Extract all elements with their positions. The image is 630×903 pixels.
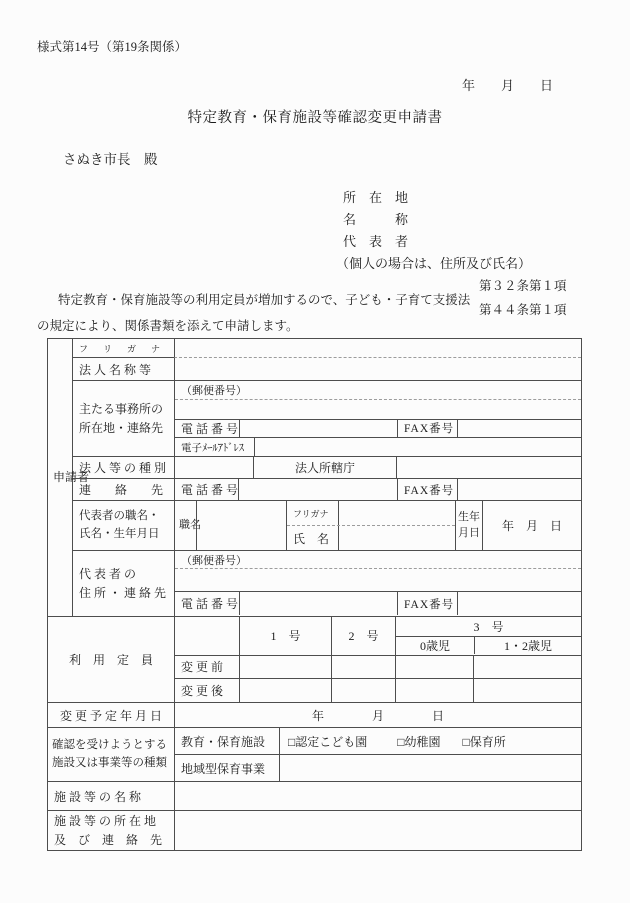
birth-date-label: 生年 月日 (455, 501, 482, 550)
capacity-before-row (175, 655, 581, 679)
office-address-field (175, 400, 581, 419)
body-line-2: の規定により、関係書類を添えて申請します。 (37, 319, 299, 333)
after-label: 変 更 後 (181, 684, 224, 699)
rep-fax-label: FAX番号 (397, 592, 457, 615)
regional-care-label: 地域型保育事業 (181, 761, 266, 776)
applicant-note: （個人の場合は、住所及び氏名） (336, 256, 532, 271)
office-postal-label: （郵便番号） (175, 381, 581, 400)
checkbox-icon-yochien: □ (397, 734, 405, 749)
applicant-name-label: 名 称 (343, 212, 409, 227)
capacity-col-1: 1 号 (239, 617, 331, 655)
authority-field (396, 457, 581, 478)
rep-address-row (73, 550, 581, 616)
before-label: 変 更 前 (181, 660, 224, 675)
rep-furigana-field (338, 501, 455, 525)
job-title-field (196, 501, 286, 550)
corp-name-row (73, 358, 581, 380)
education-care-label: 教育・保育施設 (181, 734, 266, 749)
capacity-after-row (175, 678, 581, 702)
rep-furigana-label: フリガナ (293, 508, 329, 519)
facility-kind-row (48, 727, 581, 781)
facility-address-field (174, 811, 581, 850)
office-email-label: 電子ﾒｰﾙｱﾄﾞﾚｽ (181, 442, 244, 454)
facility-name-row (48, 781, 581, 810)
change-date-row (48, 702, 581, 727)
corp-type-label: 法 人 等 の 種 別 (79, 461, 167, 475)
law-clause-2: 第４４条第１項 (479, 303, 567, 317)
office-label: 主たる事務所の 所在地・連絡先 (79, 401, 164, 435)
applicant-location-label: 所 在 地 (343, 190, 409, 205)
furigana-label: フ リ ガ ナ (73, 339, 174, 358)
facility-kind-label: 確認を受けようとする 施設又は事業等の種類 (52, 738, 167, 769)
form-title: 特定教育・保育施設等確認変更申請書 (187, 110, 443, 126)
contact-tel-label: 電 話 番 号 (174, 479, 238, 500)
before-age12-field (473, 656, 581, 679)
law-clause-1: 第３２条第１項 (479, 279, 567, 293)
office-email-field (254, 438, 581, 456)
birth-date-field: 年 月 日 (482, 501, 581, 550)
capacity-col-2: 2 号 (331, 617, 395, 655)
representative-row (73, 500, 581, 550)
corp-name-label: 法 人 名 称 等 (79, 362, 152, 377)
after-age12-field (473, 679, 581, 702)
date-line: 年 月 日 (462, 78, 554, 93)
job-title-label: 職名 (174, 501, 196, 550)
contact-row (73, 478, 581, 500)
rep-tel-field (239, 592, 397, 615)
office-tel-field (239, 420, 397, 438)
change-date-field: 年 月 日 (174, 703, 581, 727)
office-row (73, 380, 581, 456)
applicant-representative-label: 代 表 者 (343, 234, 409, 249)
office-tel-label: 電 話 番 号 (181, 421, 239, 436)
contact-tel-field (238, 479, 397, 500)
capacity-label: 利 用 定 員 (68, 653, 153, 667)
rep-address-label: 代 表 者 の 住 所 ・ 連 絡 先 (79, 566, 167, 600)
corp-type-field (174, 457, 253, 478)
capacity-col-3-age12: 1・2歳児 (474, 637, 581, 654)
rep-tel-label: 電 話 番 号 (181, 597, 239, 611)
checkbox-option-yochien: □幼稚園 (397, 734, 441, 749)
application-table (47, 338, 582, 851)
before-col2-field (331, 656, 395, 679)
addressee: さぬき市長 殿 (63, 152, 158, 167)
facility-address-row (48, 810, 581, 850)
furigana-field (174, 339, 581, 358)
contact-fax-label: FAX番号 (397, 479, 457, 500)
regional-care-field (279, 755, 581, 781)
facility-name-field (174, 782, 581, 810)
checkbox-option-hoikusho: □保育所 (462, 734, 506, 749)
after-age0-field (395, 679, 473, 702)
checkbox-option-nintei: □認定こども園 (288, 734, 368, 749)
before-col1-field (239, 656, 331, 679)
rep-fax-field (457, 592, 581, 615)
authority-label: 法人所轄庁 (253, 457, 396, 478)
body-line-1: 特定教育・保育施設等の利用定員が増加するので、子ども・子育て支援法 (58, 293, 471, 307)
corp-type-row (73, 456, 581, 478)
after-col2-field (331, 679, 395, 702)
facility-address-label: 施 設 等 の 所 在 地 及 び 連 絡 先 (54, 813, 163, 847)
change-date-label: 変 更 予 定 年 月 日 (59, 708, 162, 723)
capacity-section (48, 616, 581, 702)
applicant-section-header: 申請者 (48, 339, 73, 616)
rep-address-field (175, 569, 581, 591)
facility-name-label: 施 設 等 の 名 称 (54, 789, 142, 804)
after-col1-field (239, 679, 331, 702)
contact-fax-field (457, 479, 581, 500)
contact-label: 連 絡 先 (79, 483, 164, 497)
capacity-corner-cell (175, 617, 239, 655)
checkbox-icon-nintei: □ (288, 734, 296, 749)
capacity-col-3: 3 号 (473, 620, 504, 634)
rep-postal-label: （郵便番号） (175, 551, 581, 569)
form-number: 様式第14号（第19条関係） (37, 40, 188, 54)
corp-name-field (174, 358, 581, 380)
before-age0-field (395, 656, 473, 679)
checkbox-icon-hoikusho: □ (462, 734, 470, 749)
representative-label: 代表者の職名・ 氏名・生年月日 (79, 509, 160, 540)
furigana-row (73, 339, 581, 358)
capacity-col-3-age0: 0歳児 (419, 639, 450, 653)
rep-name-field (338, 526, 455, 550)
applicant-section (48, 339, 581, 616)
rep-name-label: 氏 名 (293, 531, 330, 546)
office-fax-field (457, 420, 581, 438)
office-fax-label: FAX番号 (397, 420, 457, 438)
